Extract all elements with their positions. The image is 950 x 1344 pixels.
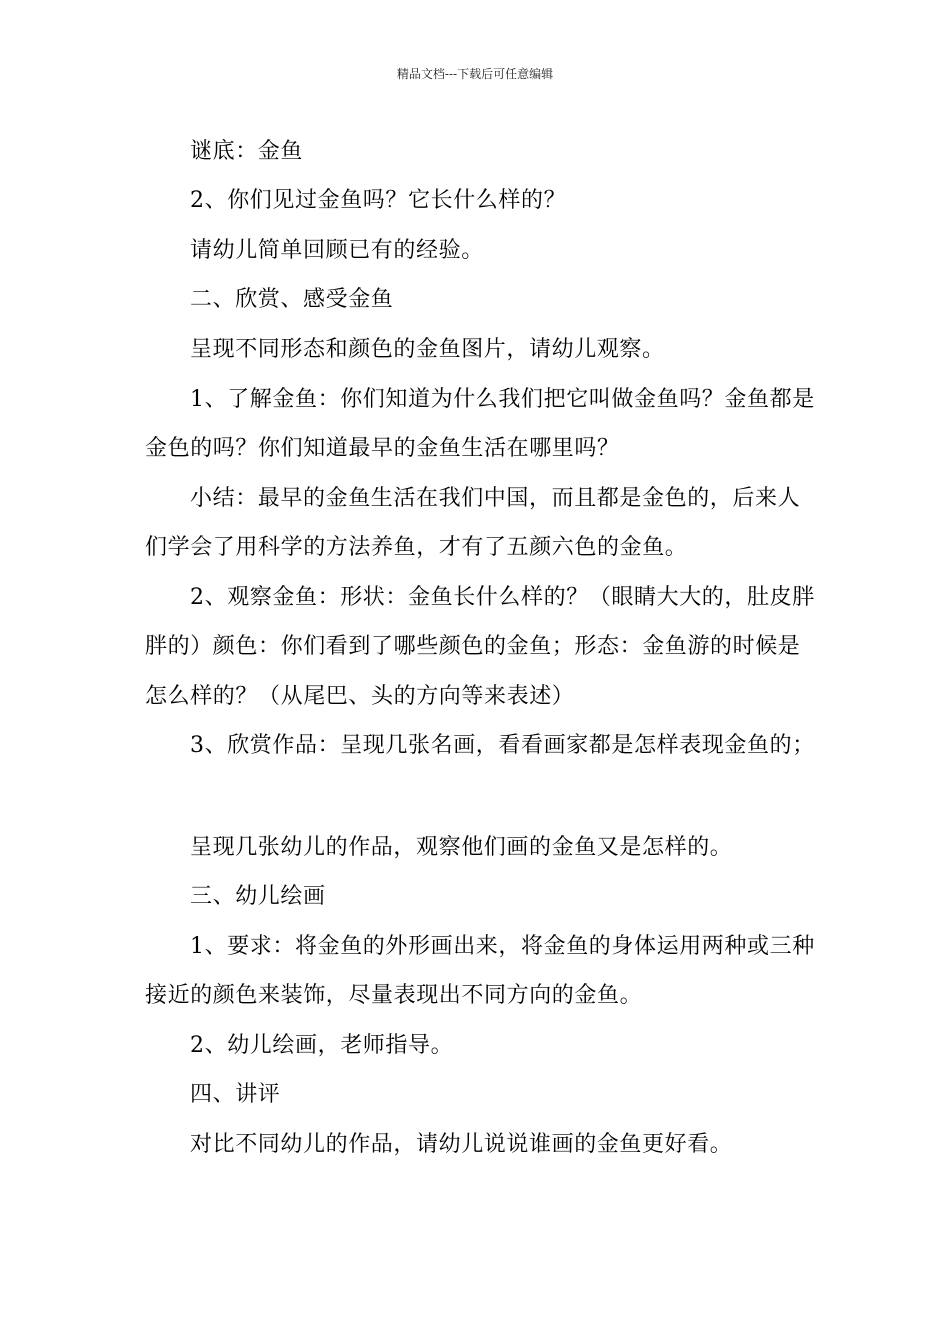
children-works: 呈现几张幼儿的作品，观察他们画的金鱼又是怎样的。 <box>190 835 733 860</box>
item-2-line-2: 胖的）颜色：你们看到了哪些颜色的金鱼；形态：金鱼游的时候是 <box>145 634 801 659</box>
summary-line-2: 们学会了用科学的方法养鱼，才有了五颜六色的金鱼。 <box>145 535 688 560</box>
comparison: 对比不同幼儿的作品，请幼儿说说谁画的金鱼更好看。 <box>190 1132 733 1157</box>
item-1-line-2: 金色的吗？你们知道最早的金鱼生活在哪里吗？ <box>145 436 620 461</box>
requirement-line-2: 接近的颜色来装饰，尽量表现出不同方向的金鱼。 <box>145 983 643 1008</box>
riddle-answer: 谜底：金鱼 <box>190 139 304 164</box>
section-heading-3: 三、幼儿绘画 <box>190 884 326 909</box>
page-header: 精品文档---下载后可任意编辑 <box>396 67 554 81</box>
show-pictures: 呈现不同形态和颜色的金鱼图片，请幼儿观察。 <box>190 337 665 362</box>
review-experience: 请幼儿简单回顾已有的经验。 <box>190 238 484 263</box>
summary-line-1: 小结：最早的金鱼生活在我们中国，而且都是金色的，后来人 <box>190 486 801 511</box>
item-2-line-1: 2、观察金鱼：形状：金鱼长什么样的？（眼睛大大的，肚皮胖 <box>190 585 815 610</box>
requirement-line-1: 1、要求：将金鱼的外形画出来，将金鱼的身体运用两种或三种 <box>190 934 815 959</box>
item-3-line-1: 3、欣赏作品：呈现几张名画，看看画家都是怎样表现金鱼的； <box>190 733 815 758</box>
section-heading-4: 四、讲评 <box>190 1082 281 1107</box>
item-2-line-3: 怎么样的？（从尾巴、头的方向等来表述） <box>145 684 575 709</box>
item-1-line-1: 1、了解金鱼：你们知道为什么我们把它叫做金鱼吗？金鱼都是 <box>190 387 815 412</box>
question-2: 2、你们见过金鱼吗？它长什么样的？ <box>190 188 567 213</box>
section-heading-2: 二、欣赏、感受金鱼 <box>190 287 394 312</box>
drawing-guidance: 2、幼儿绘画，老师指导。 <box>190 1033 454 1058</box>
